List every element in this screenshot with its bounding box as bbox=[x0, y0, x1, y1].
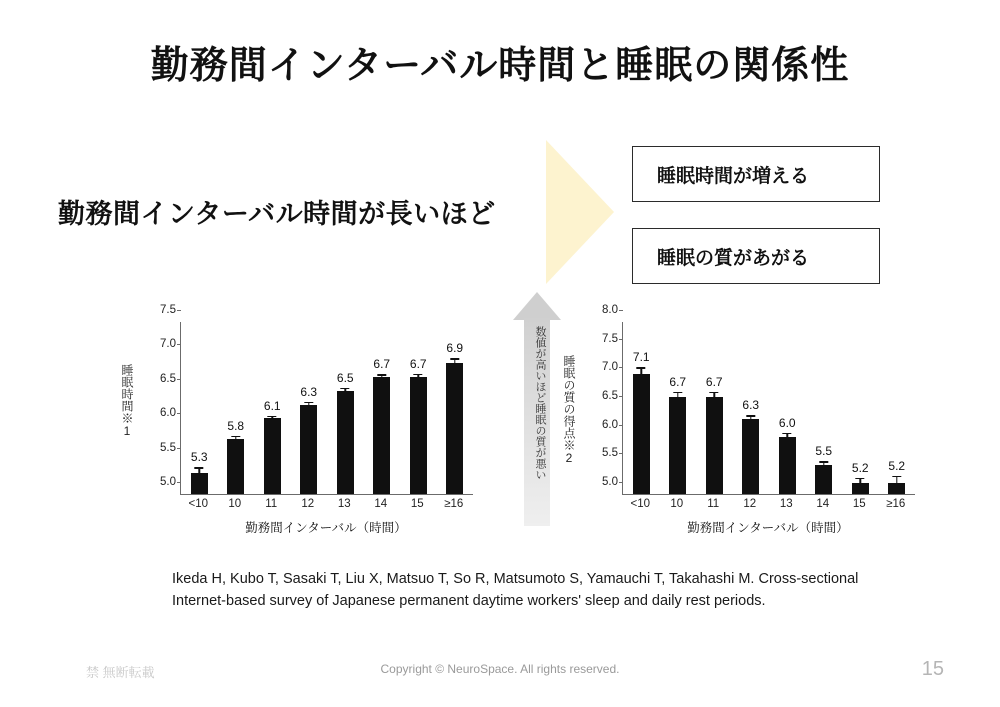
x-tick: 11 bbox=[707, 498, 720, 510]
chart-left-ytick: 7.5 bbox=[160, 304, 176, 316]
bar bbox=[446, 363, 463, 494]
chart-left-xticks bbox=[180, 498, 472, 510]
bar bbox=[779, 437, 796, 494]
x-tick: 14 bbox=[374, 498, 388, 510]
x-tick: 11 bbox=[265, 498, 278, 510]
bar-value-label: 6.7 bbox=[373, 357, 391, 372]
bar-group bbox=[327, 322, 364, 494]
footer-no-reprint: 禁 無断転載 bbox=[86, 665, 155, 680]
callout-sleep-duration bbox=[632, 146, 880, 202]
x-tick: 12 bbox=[301, 498, 315, 510]
error-bar bbox=[345, 388, 346, 394]
bar-value-label: 5.3 bbox=[190, 450, 208, 465]
chart-left-bars bbox=[181, 322, 473, 494]
error-bar bbox=[677, 392, 678, 401]
x-tick: <10 bbox=[630, 498, 650, 510]
error-bar bbox=[641, 367, 642, 380]
bar-group bbox=[769, 322, 806, 494]
chart-sleep-duration bbox=[118, 304, 488, 552]
yellow-triangle-icon bbox=[546, 140, 614, 284]
chart-right-ytick: 8.0 bbox=[602, 304, 618, 316]
chart-right-ytick: 7.5 bbox=[602, 332, 618, 345]
bar-group bbox=[291, 322, 328, 494]
bar-group bbox=[364, 322, 401, 494]
chart-right-ytick: 6.0 bbox=[602, 418, 618, 431]
x-tick: 10 bbox=[228, 498, 242, 510]
bar-group bbox=[254, 322, 291, 494]
arrow-annotation: 数値が高いほど睡眠の質が悪い bbox=[534, 326, 546, 480]
chart-left-ytick: 6.0 bbox=[160, 407, 176, 420]
bar bbox=[300, 405, 317, 494]
chart-left-xlabel: 勤務間インターバル（時間） bbox=[245, 521, 407, 535]
bar-group bbox=[218, 322, 255, 494]
lead-statement: 勤務間インターバル時間が長いほど bbox=[58, 199, 496, 229]
x-tick: <10 bbox=[188, 498, 208, 510]
bar-value-label: 6.9 bbox=[446, 341, 464, 356]
error-bar bbox=[787, 433, 788, 441]
bar-group bbox=[400, 322, 437, 494]
error-bar bbox=[860, 478, 861, 487]
error-bar bbox=[714, 392, 715, 401]
bar-value-label: 6.7 bbox=[409, 356, 427, 371]
citation: Ikeda H, Kubo T, Sasaki T, Liu X, Matsuo T, So R, Matsumoto S, Yamauchi T, Takahashi M. Cross-sectional Internet-based survey of Japanese permanent daytime workers' sleep and daily rest periods. bbox=[172, 571, 859, 609]
chart-right-ytick: 7.0 bbox=[602, 361, 618, 374]
bar-value-label: 7.1 bbox=[632, 350, 650, 365]
bar-value-label: 5.5 bbox=[815, 444, 833, 459]
bar-value-label: 6.3 bbox=[742, 398, 760, 413]
bar bbox=[742, 419, 759, 494]
chart-right-xticks bbox=[622, 498, 914, 510]
bar-value-label: 5.8 bbox=[227, 418, 245, 433]
bar bbox=[410, 377, 427, 494]
x-tick: 14 bbox=[816, 498, 830, 510]
chart-left-ytick: 7.0 bbox=[160, 338, 176, 351]
bar-group bbox=[879, 322, 916, 494]
chart-right-ytick: 5.5 bbox=[602, 447, 618, 460]
bar bbox=[227, 439, 244, 494]
chart-right-ytick: 6.5 bbox=[602, 390, 618, 402]
footer-copyright: Copyright © NeuroSpace. All rights reserved. bbox=[380, 662, 620, 676]
chart-right-bars bbox=[623, 322, 915, 494]
bar-group bbox=[733, 322, 770, 494]
bar-group bbox=[806, 322, 843, 494]
x-tick: ≥16 bbox=[444, 498, 464, 510]
error-bar bbox=[235, 436, 236, 443]
bar-value-label: 5.2 bbox=[888, 458, 906, 473]
callout-1-label: 睡眠時間が増える bbox=[657, 165, 810, 187]
bar bbox=[373, 377, 390, 494]
bar-value-label: 5.2 bbox=[851, 460, 869, 475]
chart-left-ytick: 6.5 bbox=[160, 372, 176, 385]
chart-right-ytick: 5.0 bbox=[602, 476, 618, 488]
callout-2-label: 睡眠の質があがる bbox=[657, 247, 810, 269]
error-bar bbox=[823, 461, 824, 469]
page-title: 勤務間インターバル時間と睡眠の関係性 bbox=[150, 45, 850, 87]
error-bar bbox=[418, 374, 419, 381]
bar bbox=[815, 465, 832, 494]
bar-value-label: 6.3 bbox=[300, 384, 318, 399]
bar-group bbox=[437, 322, 474, 494]
bar-value-label: 6.7 bbox=[669, 374, 687, 389]
chart-left-plot bbox=[160, 304, 473, 495]
bar-group bbox=[181, 322, 218, 494]
bar bbox=[337, 391, 354, 494]
x-tick: 15 bbox=[852, 498, 866, 510]
chart-left-ylabel: 睡眠時間※1 bbox=[120, 364, 134, 438]
x-tick: 12 bbox=[743, 498, 757, 510]
chart-left-ytick: 5.0 bbox=[160, 476, 176, 488]
bar-value-label: 6.0 bbox=[778, 415, 796, 430]
bar bbox=[706, 397, 723, 494]
bar-group bbox=[842, 322, 879, 494]
error-bar bbox=[272, 416, 273, 422]
x-tick: 13 bbox=[337, 498, 351, 510]
bar-value-label: 6.1 bbox=[263, 398, 281, 413]
bar bbox=[633, 374, 650, 494]
chart-right-plot bbox=[602, 304, 915, 495]
chart-right-xlabel: 勤務間インターバル（時間） bbox=[687, 521, 849, 535]
bar bbox=[669, 397, 686, 494]
x-tick: 10 bbox=[670, 498, 684, 510]
x-tick: 15 bbox=[410, 498, 424, 510]
x-tick: 13 bbox=[779, 498, 793, 510]
error-bar bbox=[381, 374, 382, 380]
bar-group bbox=[623, 322, 660, 494]
bar-value-label: 6.7 bbox=[705, 374, 723, 389]
up-arrow-icon bbox=[513, 292, 561, 320]
error-bar bbox=[896, 476, 897, 490]
bar-group bbox=[660, 322, 697, 494]
callout-sleep-quality bbox=[632, 228, 880, 284]
chart-right-ylabel: 睡眠の質の得点※2 bbox=[562, 355, 576, 465]
error-bar bbox=[454, 358, 455, 368]
chart-left-ytick: 5.5 bbox=[160, 441, 176, 454]
bar-value-label: 6.5 bbox=[336, 371, 354, 386]
bar bbox=[264, 418, 281, 494]
page-number: 15 bbox=[921, 658, 944, 680]
chart-sleep-quality bbox=[560, 304, 930, 552]
error-bar bbox=[750, 415, 751, 423]
x-tick: ≥16 bbox=[886, 498, 906, 510]
error-bar bbox=[308, 402, 309, 408]
bar-group bbox=[696, 322, 733, 494]
error-bar bbox=[199, 467, 200, 479]
